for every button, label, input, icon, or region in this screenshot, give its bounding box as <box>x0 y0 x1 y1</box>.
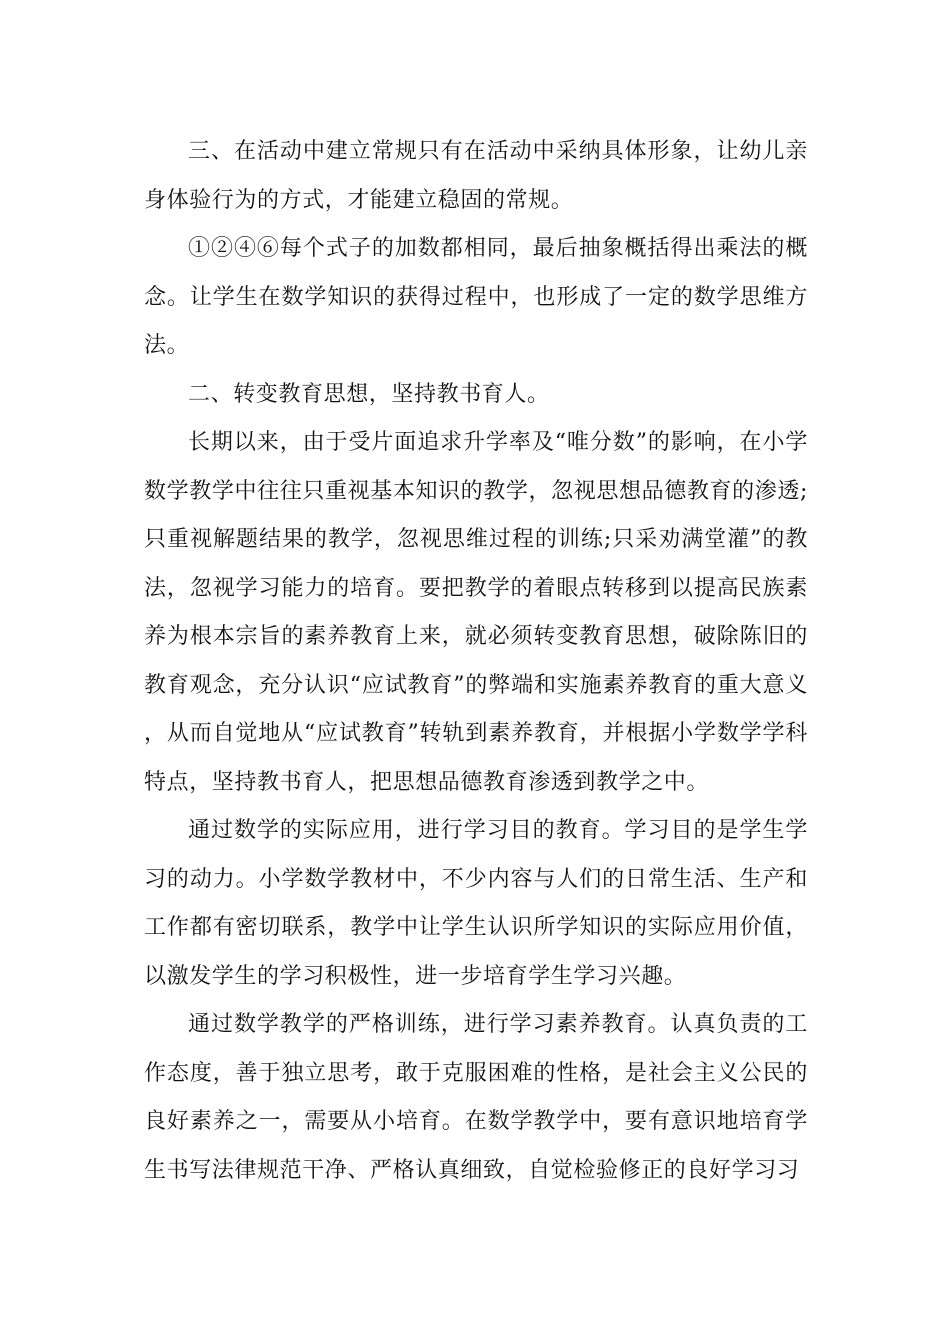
paragraph-3: 二、转变教育思想，坚持教书育人。 <box>188 381 550 407</box>
paragraph-1: 三、在活动中建立常规只有在活动中采纳具体形象，让幼儿亲身体验行为的方式，才能建立稳固的常规。 <box>144 139 808 213</box>
paragraph-2: ①②④⑥每个式子的加数都相同，最后抽象概括得出乘法的概念。让学生在数学知识的获得过程中，也形成了一定的数学思维方法。 <box>144 236 808 358</box>
paragraph-5: 通过数学的实际应用，进行学习目的教育。学习目的是学生学习的动力。小学数学教材中，不少内容与人们的日常生活、生产和工作都有密切联系，教学中让学生认识所学知识的实际应用价值，以激发学生的学习积极性，进一步培育学生学习兴趣。 <box>144 818 808 989</box>
paragraph-4: 长期以来，由于受片面追求升学率及“唯分数”的影响，在小学数学教学中往往只重视基本知识的教学，忽视思想品德教育的渗透;只重视解题结果的教学，忽视思维过程的训练;只采劝满堂灌”的教法，忽视学习能力的培育。要把教学的着眼点转移到以提高民族素养为根本宗旨的素养教育上来，就必须转变教育思想，破除陈旧的教育观念，充分认识“应试教育”的弊端和实施素养教育的重大意义，从而自觉地从“应试教育”转轨到素养教育，并根据小学数学学科特点，坚持教书育人，把思想品德教育渗透到教学之中。 <box>144 430 808 795</box>
paragraph-6: 通过数学教学的严格训练，进行学习素养教育。认真负责的工作态度，善于独立思考，敢于克服困难的性格，是社会主义公民的良好素养之一，需要从小培育。在数学教学中，要有意识地培育学生书写法律规范干净、严格认真细致，自觉检验修正的良好学习习 <box>144 1012 808 1183</box>
document-body <box>144 128 808 1195</box>
